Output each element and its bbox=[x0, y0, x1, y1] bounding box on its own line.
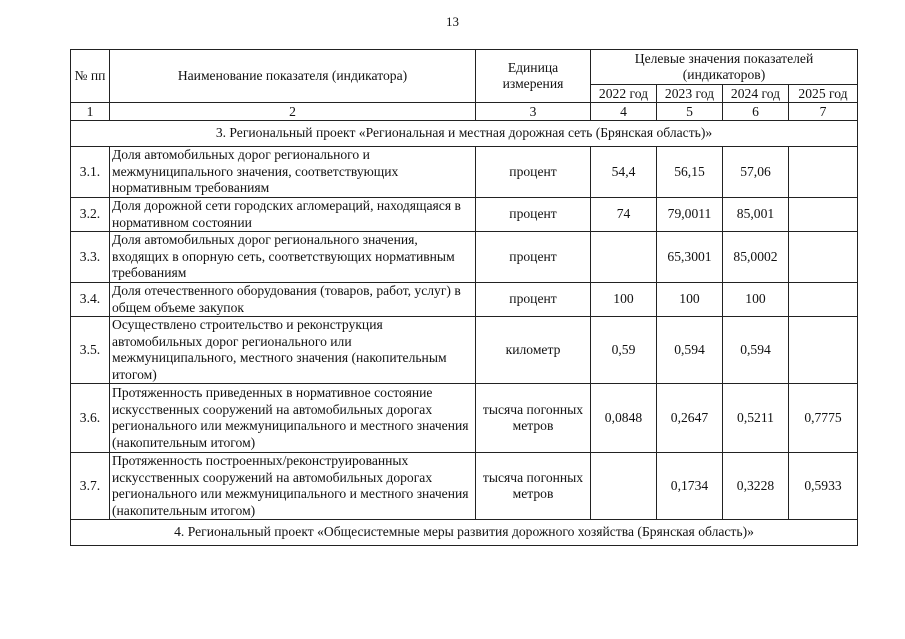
row-value-2024: 0,594 bbox=[723, 317, 789, 384]
row-value-2024: 0,5211 bbox=[723, 384, 789, 453]
section-title: 4. Региональный проект «Общесистемные меры развития дорожного хозяйства (Брянская область)» bbox=[71, 520, 858, 546]
section-row bbox=[71, 520, 858, 546]
row-name: Доля автомобильных дорог регионального и межмуниципального значения, соответствующих нормативным требованиям bbox=[110, 147, 476, 198]
header-year: 2023 год bbox=[657, 85, 723, 103]
row-value-2025 bbox=[789, 232, 858, 283]
row-num: 3.2. bbox=[71, 198, 110, 232]
table-row bbox=[71, 453, 858, 520]
column-number: 6 bbox=[723, 103, 789, 121]
table-row bbox=[71, 283, 858, 317]
row-value-2022 bbox=[591, 232, 657, 283]
row-num: 3.1. bbox=[71, 147, 110, 198]
row-name: Доля автомобильных дорог регионального значения, входящих в опорную сеть, соответствующих нормативным требованиям bbox=[110, 232, 476, 283]
row-value-2025 bbox=[789, 147, 858, 198]
row-num: 3.4. bbox=[71, 283, 110, 317]
row-value-2023: 0,2647 bbox=[657, 384, 723, 453]
column-number: 7 bbox=[789, 103, 858, 121]
column-number: 3 bbox=[476, 103, 591, 121]
row-unit: процент bbox=[476, 232, 591, 283]
table-row bbox=[71, 232, 858, 283]
table-row bbox=[71, 384, 858, 453]
row-value-2022: 0,0848 bbox=[591, 384, 657, 453]
row-num: 3.7. bbox=[71, 453, 110, 520]
row-value-2025 bbox=[789, 317, 858, 384]
column-number: 4 bbox=[591, 103, 657, 121]
column-number: 2 bbox=[110, 103, 476, 121]
header-row bbox=[71, 50, 858, 85]
section-row bbox=[71, 121, 858, 147]
row-unit: километр bbox=[476, 317, 591, 384]
header-name: Наименование показателя (индикатора) bbox=[110, 50, 476, 103]
row-name: Осуществлено строительство и реконструкция автомобильных дорог регионального или межмуниципального, местного значения (накопительным итогом) bbox=[110, 317, 476, 384]
section-title: 3. Региональный проект «Региональная и местная дорожная сеть (Брянская область)» bbox=[71, 121, 858, 147]
row-value-2024: 85,0002 bbox=[723, 232, 789, 283]
row-value-2022 bbox=[591, 453, 657, 520]
row-num: 3.5. bbox=[71, 317, 110, 384]
row-num: 3.6. bbox=[71, 384, 110, 453]
header-num: № пп bbox=[71, 50, 110, 103]
row-value-2024: 0,3228 bbox=[723, 453, 789, 520]
header-year: 2024 год bbox=[723, 85, 789, 103]
row-name: Доля отечественного оборудования (товаров, работ, услуг) в общем объеме закупок bbox=[110, 283, 476, 317]
row-unit: тысяча погонных метров bbox=[476, 384, 591, 453]
row-value-2025: 0,7775 bbox=[789, 384, 858, 453]
row-unit: процент bbox=[476, 198, 591, 232]
column-numbers-row bbox=[71, 103, 858, 121]
row-value-2023: 79,0011 bbox=[657, 198, 723, 232]
header-year: 2025 год bbox=[789, 85, 858, 103]
row-value-2023: 0,1734 bbox=[657, 453, 723, 520]
table-row bbox=[71, 317, 858, 384]
row-value-2023: 56,15 bbox=[657, 147, 723, 198]
header-unit: Единица измерения bbox=[476, 50, 591, 103]
row-value-2023: 100 bbox=[657, 283, 723, 317]
row-value-2025: 0,5933 bbox=[789, 453, 858, 520]
indicators-table bbox=[70, 49, 858, 546]
row-value-2025 bbox=[789, 283, 858, 317]
row-value-2024: 57,06 bbox=[723, 147, 789, 198]
page-number: 13 bbox=[446, 14, 459, 29]
column-number: 1 bbox=[71, 103, 110, 121]
table-row bbox=[71, 198, 858, 232]
row-num: 3.3. bbox=[71, 232, 110, 283]
column-number: 5 bbox=[657, 103, 723, 121]
row-value-2023: 65,3001 bbox=[657, 232, 723, 283]
row-value-2022: 74 bbox=[591, 198, 657, 232]
header-year: 2022 год bbox=[591, 85, 657, 103]
row-value-2023: 0,594 bbox=[657, 317, 723, 384]
row-value-2022: 100 bbox=[591, 283, 657, 317]
row-value-2022: 0,59 bbox=[591, 317, 657, 384]
row-unit: процент bbox=[476, 283, 591, 317]
row-name: Протяженность построенных/реконструированных искусственных сооружений на автомобильных дорогах регионального или межмуниципального и местного значения (накопительным итогом) bbox=[110, 453, 476, 520]
row-name: Доля дорожной сети городских агломераций, находящаяся в нормативном состоянии bbox=[110, 198, 476, 232]
row-value-2024: 100 bbox=[723, 283, 789, 317]
row-value-2024: 85,001 bbox=[723, 198, 789, 232]
table-row bbox=[71, 147, 858, 198]
row-value-2022: 54,4 bbox=[591, 147, 657, 198]
row-unit: тысяча погонных метров bbox=[476, 453, 591, 520]
header-targets: Целевые значения показателей (индикаторов) bbox=[591, 50, 858, 85]
row-name: Протяженность приведенных в нормативное состояние искусственных сооружений на автомобильных дорогах регионального или межмуниципального и местного значения (накопительным итогом) bbox=[110, 384, 476, 453]
row-unit: процент bbox=[476, 147, 591, 198]
row-value-2025 bbox=[789, 198, 858, 232]
